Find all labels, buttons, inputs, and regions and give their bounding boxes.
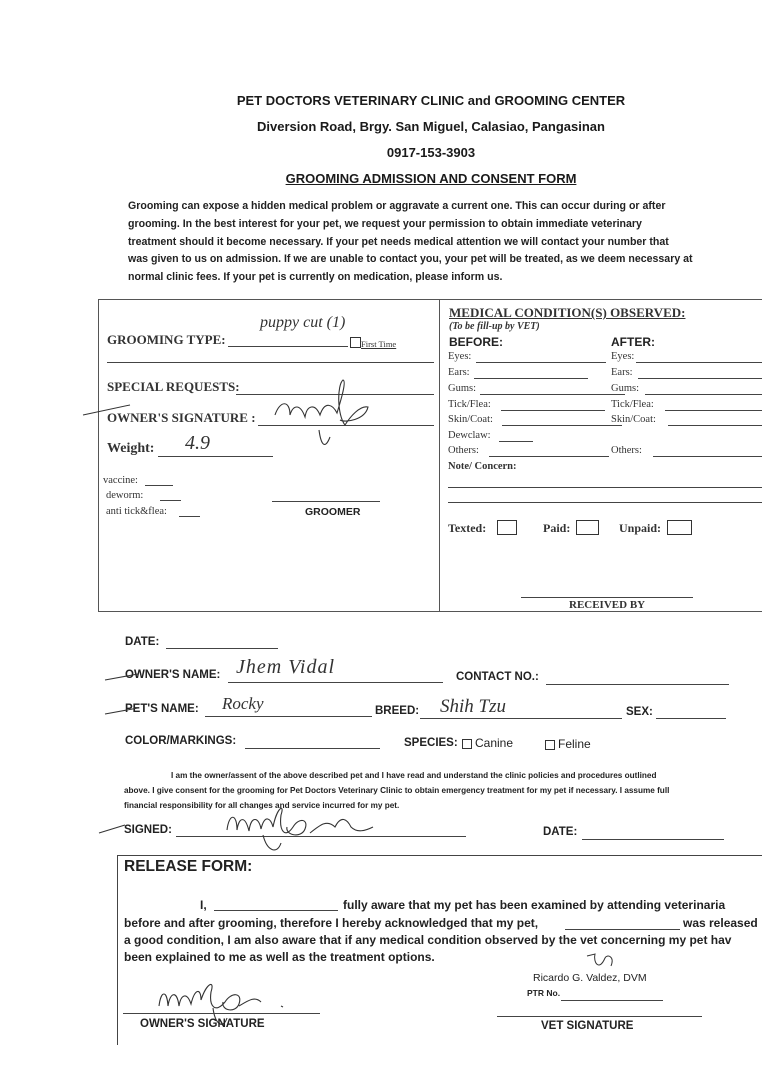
before-row-field[interactable]: [476, 362, 606, 363]
species-label: SPECIES:: [404, 737, 458, 749]
grooming-extra-line: [107, 362, 434, 363]
after-row-field[interactable]: [653, 456, 762, 457]
canine-label: Canine: [475, 736, 514, 750]
intro-line: treatment should it become necessary. If your pet needs medical attention we will contact your number that: [128, 235, 669, 248]
intro-line: was given to us on admission. If we are unable to contact you, your pet will be treated, as we deem necessary at: [128, 253, 693, 266]
before-row-field[interactable]: [489, 456, 609, 457]
signed-label: SIGNED:: [124, 824, 172, 836]
after-row-field[interactable]: [668, 425, 762, 426]
release-line1-start: I,: [200, 898, 207, 912]
owner-name-value: Jhem Vidal: [236, 656, 336, 678]
intro-paragraph: [128, 198, 736, 287]
note-line-1[interactable]: [448, 487, 762, 488]
vaccine-label: vaccine:: [103, 475, 138, 486]
color-markings-label: COLOR/MARKINGS:: [125, 735, 237, 747]
release-line2-end: was released: [683, 916, 758, 930]
owner-name-label: OWNER'S NAME:: [125, 669, 221, 681]
color-markings-field[interactable]: [245, 748, 380, 749]
deworm-label: deworm:: [106, 490, 144, 501]
deworm-field[interactable]: [160, 500, 181, 501]
intro-line: normal clinic fees. If your pet is currently on medication, please inform us.: [128, 271, 503, 284]
groomer-label: GROOMER: [305, 506, 361, 518]
after-row-label: Ears:: [611, 367, 633, 378]
species-feline-option[interactable]: [545, 737, 591, 751]
unpaid-label: Unpaid:: [619, 521, 662, 535]
before-row-field[interactable]: [474, 378, 588, 379]
vet-name: Ricardo G. Valdez, DVM: [533, 972, 647, 984]
paid-checkbox[interactable]: [576, 520, 599, 535]
release-owner-signature-label: OWNER'S SIGNATURE: [140, 1018, 265, 1030]
weight-value: 4.9: [185, 432, 210, 454]
after-row-field[interactable]: [638, 378, 762, 379]
before-row-field[interactable]: [480, 394, 625, 395]
vet-signature-line[interactable]: [497, 1016, 702, 1017]
texted-checkbox[interactable]: [497, 520, 517, 535]
before-row-label: Eyes:: [448, 351, 472, 362]
unpaid-checkbox[interactable]: [667, 520, 692, 535]
feline-label: Feline: [558, 737, 591, 751]
intro-line: grooming. In the best interest for your pet, we request your permission to obtain immediate veterinary: [128, 217, 642, 230]
release-line3: a good condition, I am also aware that if any medical condition observed by the vet concerning my pet hav: [124, 933, 732, 947]
before-row-field[interactable]: [501, 410, 605, 411]
release-title: RELEASE FORM:: [124, 858, 253, 875]
paid-label: Paid:: [543, 521, 571, 535]
breed-label: BREED:: [375, 705, 420, 717]
after-row-field[interactable]: [665, 410, 762, 411]
antitick-field[interactable]: [179, 516, 200, 517]
medical-subtitle: (To be fill-up by VET): [449, 321, 540, 332]
received-by-label: RECEIVED BY: [569, 599, 646, 611]
signed-date-label: DATE:: [543, 826, 578, 838]
before-row-field[interactable]: [499, 441, 533, 442]
consent-line: above. I give consent for the grooming for Pet Doctors Veterinary Clinic to obtain emergency treatment for my pet if necessary. I assume full: [124, 786, 670, 795]
owner-name-field[interactable]: [228, 682, 443, 683]
breed-value: Shih Tzu: [440, 696, 506, 717]
clinic-address: Diversion Road, Brgy. San Miguel, Calasiao, Pangasinan: [257, 119, 605, 134]
first-time-label: First Time: [361, 339, 397, 349]
medical-title: MEDICAL CONDITION(S) OBSERVED:: [449, 305, 686, 320]
grooming-type-label: GROOMING TYPE:: [107, 332, 226, 347]
pet-name-label: PET'S NAME:: [125, 703, 199, 715]
weight-label: Weight:: [107, 441, 155, 456]
after-row-field[interactable]: [645, 394, 762, 395]
ptr-label: PTR No.: [527, 988, 561, 998]
date-label: DATE:: [125, 636, 160, 648]
pet-name-field[interactable]: [205, 716, 372, 717]
canine-checkbox[interactable]: [462, 739, 472, 749]
received-by-line[interactable]: [521, 597, 693, 598]
after-row-label: Others:: [611, 445, 642, 456]
after-row-label: Skin/Coat:: [611, 414, 656, 425]
before-row-label: Dewclaw:: [448, 430, 491, 441]
consent-line: I am the owner/assent of the above described pet and I have read and understand the clinic policies and procedures outlined: [171, 771, 657, 780]
before-row-label: Skin/Coat:: [448, 414, 493, 425]
vet-signature-label: VET SIGNATURE: [541, 1020, 634, 1032]
before-label: BEFORE:: [449, 335, 503, 349]
ptr-field[interactable]: [561, 1000, 663, 1001]
species-canine-option[interactable]: [462, 736, 513, 750]
special-requests-label: SPECIAL REQUESTS:: [107, 379, 240, 394]
intro-line: Grooming can expose a hidden medical problem or aggravate a current one. This can occur during or after: [128, 200, 666, 212]
feline-checkbox[interactable]: [545, 740, 555, 750]
release-line2-start: before and after grooming, therefore I hereby acknowledged that my pet,: [124, 916, 539, 930]
box-divider: [439, 299, 440, 612]
signed-date-field[interactable]: [582, 839, 724, 840]
note-label: Note/ Concern:: [448, 461, 517, 472]
consent-line: financial responsibility for all changes and service incurred for my pet.: [124, 801, 400, 810]
breed-field[interactable]: [420, 718, 622, 719]
after-row-label: Eyes:: [611, 351, 635, 362]
before-row-label: Tick/Flea:: [448, 399, 491, 410]
owner-signature-label: OWNER'S SIGNATURE :: [107, 410, 256, 425]
after-row-label: Gums:: [611, 383, 640, 394]
before-row-field[interactable]: [502, 425, 622, 426]
sex-field[interactable]: [656, 718, 726, 719]
date-field[interactable]: [166, 648, 278, 649]
release-owner-signature-line[interactable]: [123, 1013, 320, 1014]
grooming-type-field[interactable]: [228, 346, 348, 347]
pet-name-value: Rocky: [222, 694, 264, 713]
contact-field[interactable]: [546, 684, 729, 685]
before-row-label: Ears:: [448, 367, 470, 378]
before-row-label: Others:: [448, 445, 479, 456]
clinic-name: PET DOCTORS VETERINARY CLINIC and GROOMING CENTER: [236, 93, 626, 108]
antitick-label: anti tick&flea:: [106, 506, 167, 517]
after-row-field[interactable]: [636, 362, 762, 363]
sex-label: SEX:: [626, 706, 653, 718]
before-row-label: Gums:: [448, 383, 477, 394]
vet-signature-scribble: [575, 950, 635, 980]
vaccine-field[interactable]: [145, 485, 173, 486]
weight-field[interactable]: [158, 456, 273, 457]
note-line-2[interactable]: [448, 502, 762, 503]
grooming-type-value: puppy cut (1): [260, 314, 346, 331]
texted-label: Texted:: [448, 521, 487, 535]
form-title: GROOMING ADMISSION AND CONSENT FORM: [285, 171, 577, 186]
margin-tick-marks: [100, 665, 140, 725]
groomer-signature-line[interactable]: [272, 501, 380, 502]
release-line1-end: fully aware that my pet has been examined by attending veterinaria: [343, 898, 726, 912]
first-time-checkbox[interactable]: [350, 337, 361, 348]
contact-label: CONTACT NO.:: [456, 671, 539, 683]
after-row-label: Tick/Flea:: [611, 399, 654, 410]
after-label: AFTER:: [611, 335, 655, 349]
release-pet-field[interactable]: [565, 929, 680, 930]
release-line4: been explained to me as well as the treatment options.: [124, 950, 435, 964]
clinic-phone: 0917-153-3903: [386, 145, 476, 160]
release-name-field[interactable]: [214, 910, 338, 911]
